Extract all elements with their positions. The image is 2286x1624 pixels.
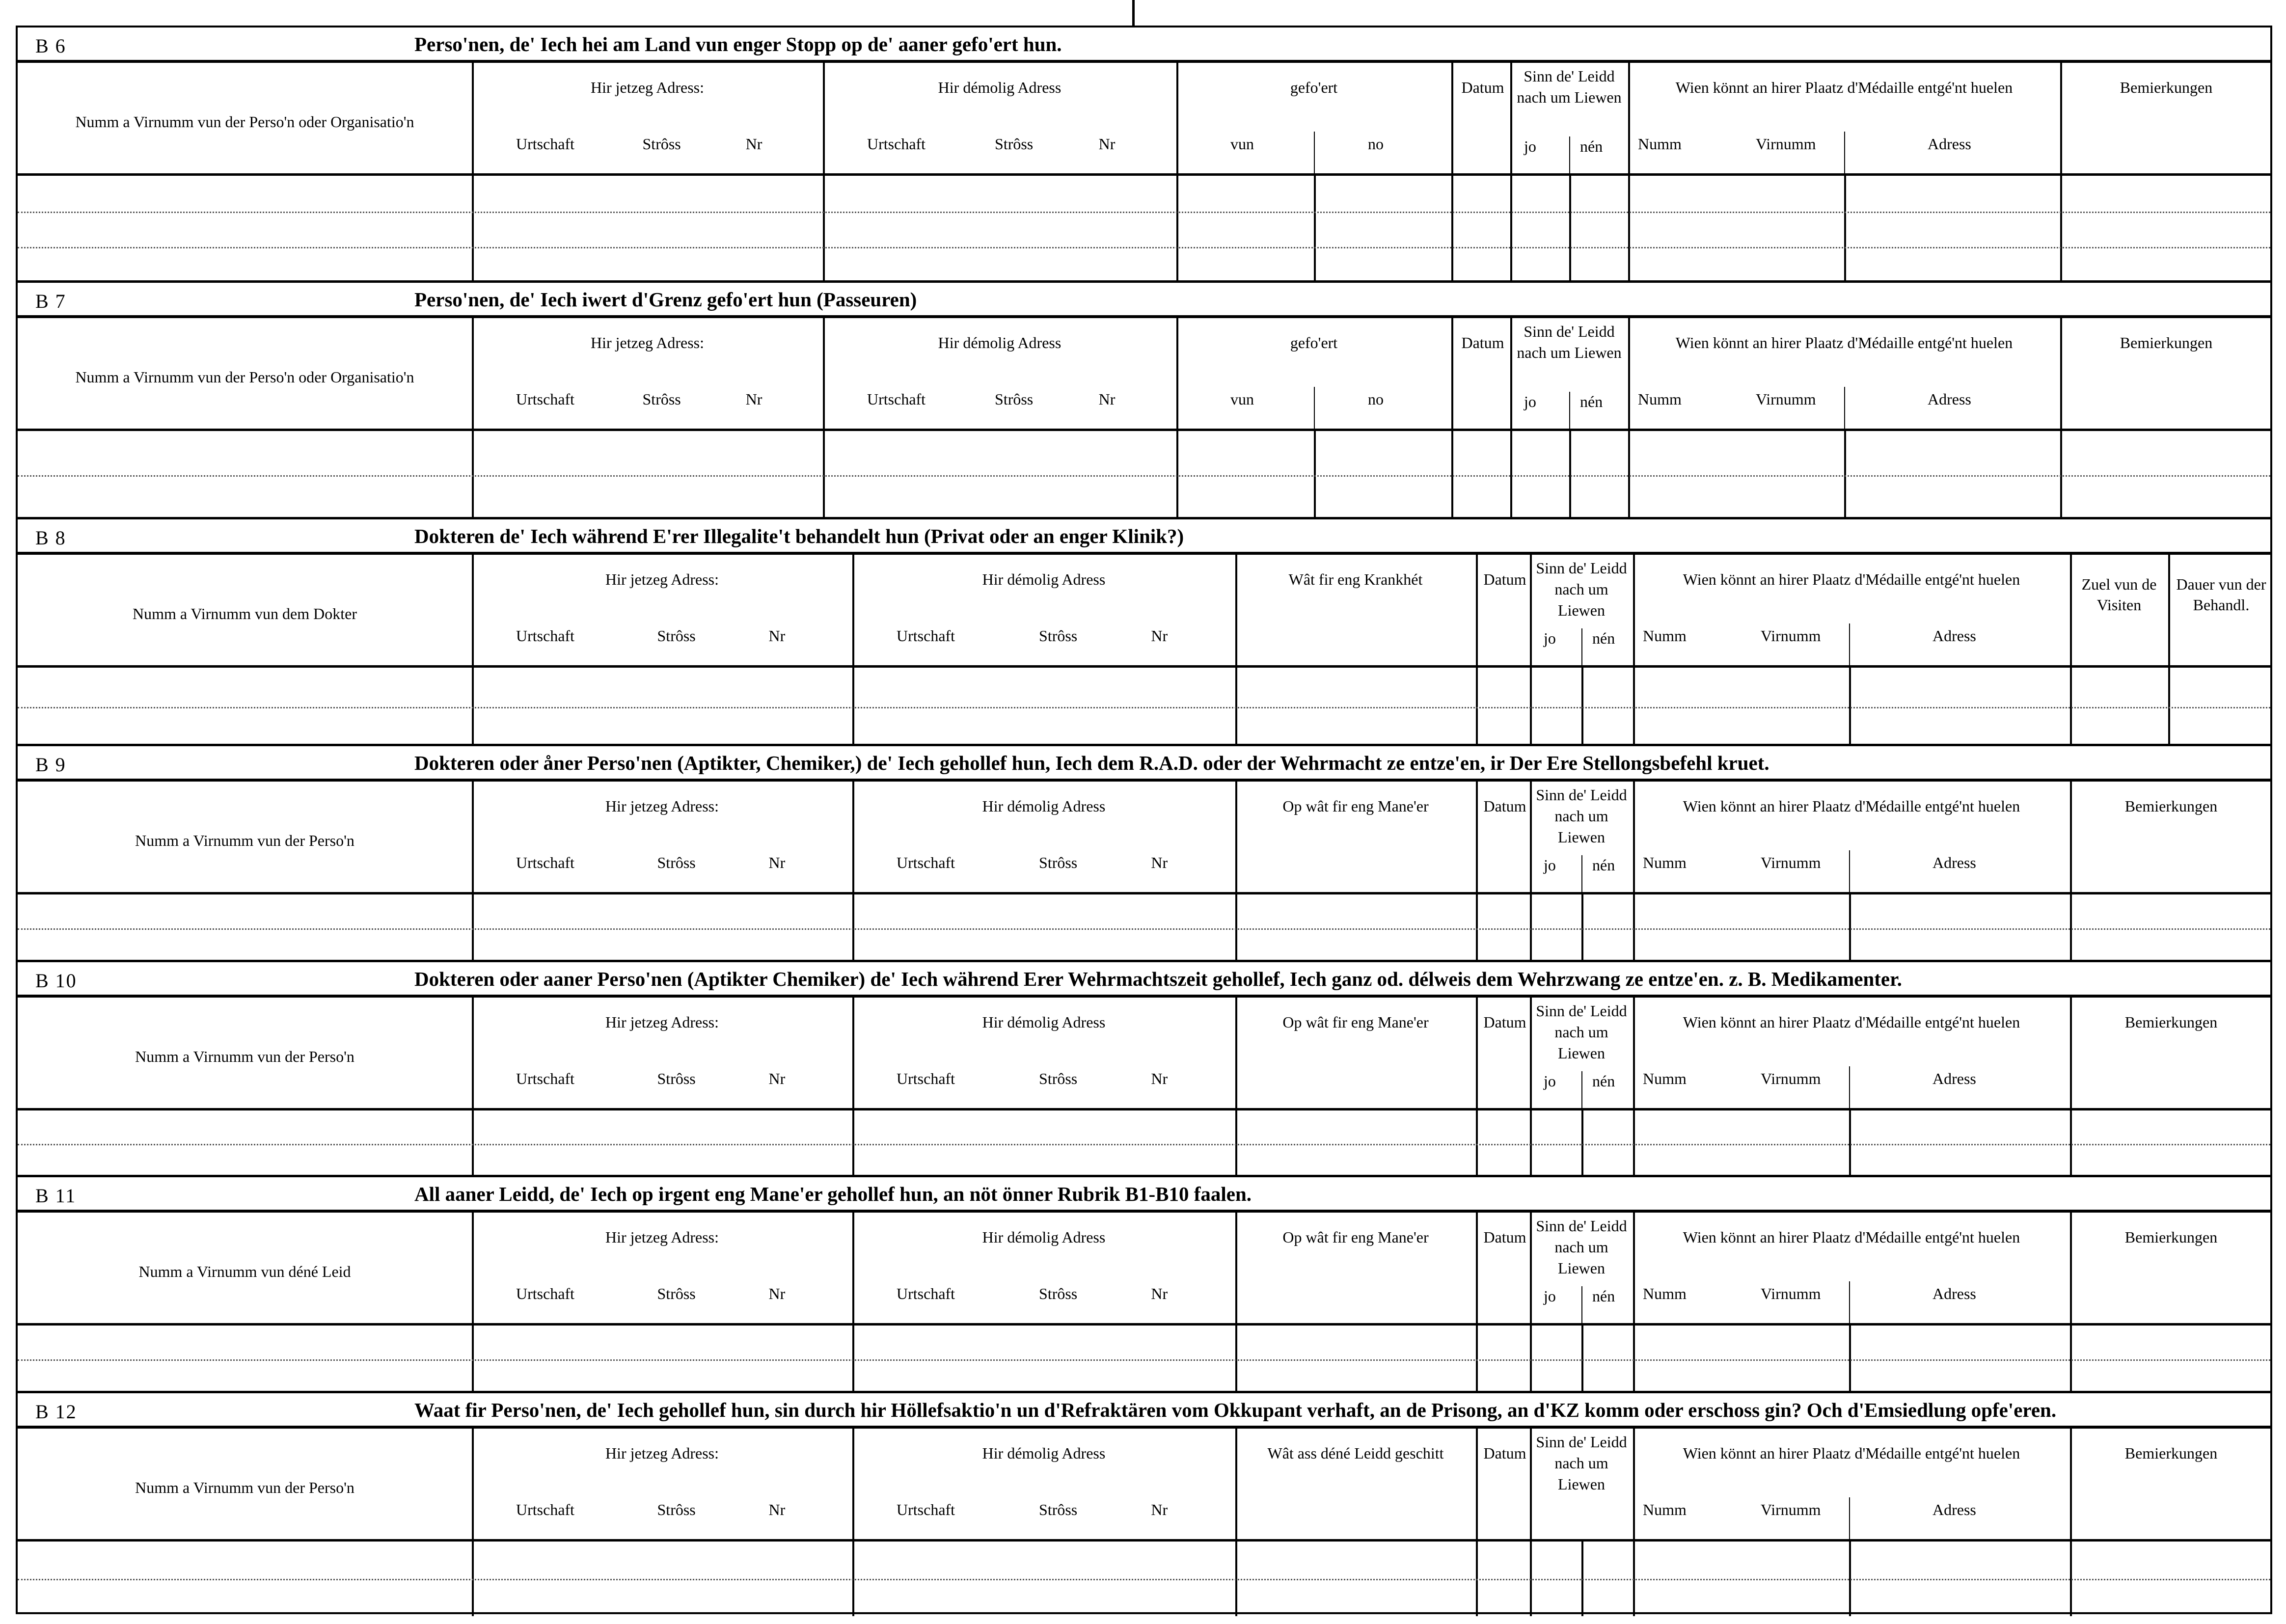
urtschaft-label: Urtschaft xyxy=(897,1501,955,1518)
col-name-label: Numm a Virnumm vun dem Dokter xyxy=(133,605,357,623)
alive-label: Sinn de' Leidd nach um Liewen xyxy=(1536,1002,1627,1062)
section-code: B 9 xyxy=(35,754,66,776)
address-then-label: Hir démolig Adress xyxy=(982,1013,1106,1031)
virnumm-label: Virnumm xyxy=(1761,1070,1821,1087)
section-rows xyxy=(18,894,2270,962)
urtschaft-label: Urtschaft xyxy=(897,1070,955,1087)
section-titlebar xyxy=(18,962,2270,998)
section-header xyxy=(18,782,2270,894)
col4-label: Wât fir eng Krankhét xyxy=(1288,570,1423,588)
stross-label: Strôss xyxy=(657,1501,696,1518)
address-then-label: Hir démolig Adress xyxy=(982,570,1106,588)
alive-label: Sinn de' Leidd nach um Liewen xyxy=(1536,559,1627,620)
row-divider xyxy=(1314,176,1316,283)
section-b9 xyxy=(18,746,2270,962)
header-divider xyxy=(1235,1213,1237,1323)
section-code: B 7 xyxy=(35,290,66,312)
header-divider xyxy=(1628,63,1630,173)
col4-label: Op wât fir eng Mane'er xyxy=(1282,1228,1429,1246)
col4-label: Op wât fir eng Mane'er xyxy=(1282,1013,1429,1031)
no-label: nén xyxy=(1580,393,1603,410)
section-b10 xyxy=(18,962,2270,1177)
virnumm-label: Virnumm xyxy=(1761,1501,1821,1518)
from-label: vun xyxy=(1230,390,1254,408)
entry-line[interactable] xyxy=(18,1579,2270,1580)
alive-label: Sinn de' Leidd nach um Liewen xyxy=(1536,1217,1627,1277)
section-code: B 11 xyxy=(35,1185,77,1207)
adress-label: Adress xyxy=(1928,390,1971,408)
section-titlebar xyxy=(18,519,2270,555)
address-then-label: Hir démolig Adress xyxy=(938,334,1061,352)
nr-label: Nr xyxy=(768,1501,786,1518)
section-title: Waat fir Perso'nen, de' Iech gehollef hun, sin durch hir Höllefsaktio'n un d'Refraktären vom Okkupant verhaft, an de Prisong, an d'KZ komm oder erschoss gin? Och d'Emsiedlung opfe'eren. xyxy=(414,1399,2057,1421)
medal-label: Wien könnt an hirer Plaatz d'Médaille entgé'nt huelen xyxy=(1683,797,2020,815)
entry-line[interactable] xyxy=(18,1359,2270,1361)
nr-label: Nr xyxy=(768,1285,786,1302)
header-divider xyxy=(1628,318,1630,429)
entry-line[interactable] xyxy=(18,928,2270,930)
adress-label: Adress xyxy=(1932,1501,1976,1518)
adress-label: Adress xyxy=(1932,627,1976,645)
virnumm-label: Virnumm xyxy=(1761,627,1821,645)
divider xyxy=(1314,132,1315,176)
section-rows xyxy=(18,1326,2270,1393)
no-label: nén xyxy=(1592,856,1615,874)
nr-label: Nr xyxy=(768,627,786,645)
stross-label: Strôss xyxy=(995,390,1034,408)
divider xyxy=(1581,1286,1582,1326)
header-divider xyxy=(1235,555,1237,665)
datum-label: Datum xyxy=(1461,334,1504,352)
divider xyxy=(1581,1071,1582,1110)
urtschaft-label: Urtschaft xyxy=(867,135,926,153)
section-code: B 6 xyxy=(35,35,66,57)
header-divider xyxy=(1633,555,1635,665)
remarks-label: Bemierkungen xyxy=(2124,797,2218,815)
address-now-label: Hir jetzeg Adress: xyxy=(605,1013,719,1031)
divider xyxy=(1844,387,1845,431)
top-mark xyxy=(1132,0,1135,26)
medal-label: Wien könnt an hirer Plaatz d'Médaille entgé'nt huelen xyxy=(1683,570,2020,588)
section-title: Dokteren de' Iech während E'rer Illegalite't behandelt hun (Privat oder an enger Klinik?) xyxy=(414,525,1184,547)
section-rows xyxy=(18,1542,2270,1616)
section-header xyxy=(18,1429,2270,1542)
datum-label: Datum xyxy=(1483,570,1526,588)
stross-label: Strôss xyxy=(657,854,696,871)
entry-line[interactable] xyxy=(18,1144,2270,1145)
urtschaft-label: Urtschaft xyxy=(516,390,575,408)
numm-label: Numm xyxy=(1638,135,1682,153)
urtschaft-label: Urtschaft xyxy=(516,1285,575,1302)
yes-label: jo xyxy=(1524,393,1536,410)
nr-label: Nr xyxy=(1151,854,1168,871)
adress-label: Adress xyxy=(1932,1070,1976,1087)
stross-label: Strôss xyxy=(657,1285,696,1302)
urtschaft-label: Urtschaft xyxy=(897,854,955,871)
section-title: Perso'nen, de' Iech hei am Land vun enger Stopp op de' aaner gefo'ert hun. xyxy=(414,33,1062,55)
header-divider xyxy=(1633,998,1635,1108)
section-title: All aaner Leidd, de' Iech op irgent eng Mane'er gehollef hun, an nöt önner Rubrik B1-B10 faalen. xyxy=(414,1183,1252,1205)
entry-line[interactable] xyxy=(18,247,2270,248)
duration-label: Dauer vun der Behandl. xyxy=(2176,575,2266,614)
no-label: nén xyxy=(1592,1287,1615,1305)
alive-label: Sinn de' Leidd nach um Liewen xyxy=(1517,67,1622,107)
to-label: no xyxy=(1368,390,1384,408)
divider xyxy=(1314,387,1315,431)
col-name-label: Numm a Virnumm vun der Perso'n xyxy=(135,832,354,849)
datum-label: Datum xyxy=(1483,1013,1526,1031)
yes-label: jo xyxy=(1544,1072,1556,1090)
header-divider xyxy=(1633,1429,1635,1539)
from-label: vun xyxy=(1230,135,1254,153)
yes-label: jo xyxy=(1524,137,1536,155)
nr-label: Nr xyxy=(745,390,762,408)
urtschaft-label: Urtschaft xyxy=(516,1070,575,1087)
col-name-label: Numm a Virnumm vun der Perso'n xyxy=(135,1479,354,1496)
divider xyxy=(1581,628,1582,668)
no-label: nén xyxy=(1592,629,1615,647)
stross-label: Strôss xyxy=(1039,1285,1078,1302)
section-header xyxy=(18,555,2270,668)
transport-label: gefo'ert xyxy=(1290,334,1338,352)
adress-label: Adress xyxy=(1932,854,1976,871)
yes-label: jo xyxy=(1544,856,1556,874)
divider xyxy=(1844,132,1845,176)
stross-label: Strôss xyxy=(1039,854,1078,871)
nr-label: Nr xyxy=(1098,390,1116,408)
section-header xyxy=(18,63,2270,176)
entry-line[interactable] xyxy=(18,707,2270,708)
divider xyxy=(1569,392,1570,431)
urtschaft-label: Urtschaft xyxy=(516,854,575,871)
remarks-label: Bemierkungen xyxy=(2124,1228,2218,1246)
col-name-label: Numm a Virnumm vun der Perso'n oder Organisatio'n xyxy=(75,113,414,131)
numm-label: Numm xyxy=(1643,627,1687,645)
urtschaft-label: Urtschaft xyxy=(897,627,955,645)
address-now-label: Hir jetzeg Adress: xyxy=(590,334,705,352)
numm-label: Numm xyxy=(1638,390,1682,408)
address-then-label: Hir démolig Adress xyxy=(982,1228,1106,1246)
divider xyxy=(1581,855,1582,894)
virnumm-label: Virnumm xyxy=(1756,135,1816,153)
section-code: B 12 xyxy=(35,1401,77,1423)
header-divider xyxy=(1235,998,1237,1108)
section-titlebar xyxy=(18,1177,2270,1213)
header-divider xyxy=(1633,782,1635,892)
section-b8 xyxy=(18,519,2270,746)
datum-label: Datum xyxy=(1483,1228,1526,1246)
numm-label: Numm xyxy=(1643,1501,1687,1518)
urtschaft-label: Urtschaft xyxy=(516,135,575,153)
header-divider xyxy=(1235,1429,1237,1539)
section-code: B 8 xyxy=(35,527,66,549)
stross-label: Strôss xyxy=(642,135,681,153)
col4-label: Op wât fir eng Mane'er xyxy=(1282,797,1429,815)
datum-label: Datum xyxy=(1483,1444,1526,1462)
medal-label: Wien könnt an hirer Plaatz d'Médaille entgé'nt huelen xyxy=(1675,79,2013,96)
no-label: nén xyxy=(1580,137,1603,155)
nr-label: Nr xyxy=(1151,1501,1168,1518)
divider xyxy=(1849,623,1850,668)
address-then-label: Hir démolig Adress xyxy=(982,1444,1106,1462)
alive-label: Sinn de' Leidd nach um Liewen xyxy=(1536,1433,1627,1493)
transport-label: gefo'ert xyxy=(1290,79,1338,96)
divider xyxy=(1849,1497,1850,1542)
row-divider xyxy=(1844,176,1846,283)
col-name-label: Numm a Virnumm vun der Perso'n oder Organisatio'n xyxy=(75,368,414,386)
address-now-label: Hir jetzeg Adress: xyxy=(605,1444,719,1462)
adress-label: Adress xyxy=(1932,1285,1976,1302)
urtschaft-label: Urtschaft xyxy=(867,390,926,408)
row-divider xyxy=(1510,176,1512,283)
nr-label: Nr xyxy=(1151,627,1168,645)
medal-label: Wien könnt an hirer Plaatz d'Médaille entgé'nt huelen xyxy=(1683,1013,2020,1031)
stross-label: Strôss xyxy=(1039,1070,1078,1087)
header-divider xyxy=(1633,1213,1635,1323)
medal-label: Wien könnt an hirer Plaatz d'Médaille entgé'nt huelen xyxy=(1683,1228,2020,1246)
nr-label: Nr xyxy=(1151,1285,1168,1302)
address-now-label: Hir jetzeg Adress: xyxy=(605,1228,719,1246)
row-divider xyxy=(1176,176,1178,283)
col-name-label: Numm a Virnumm vun der Perso'n xyxy=(135,1048,354,1065)
numm-label: Numm xyxy=(1643,1285,1687,1302)
medal-label: Wien könnt an hirer Plaatz d'Médaille entgé'nt huelen xyxy=(1683,1444,2020,1462)
remarks-label: Bemierkungen xyxy=(2124,1444,2218,1462)
nr-label: Nr xyxy=(1098,135,1116,153)
remarks-label: Bemierkungen xyxy=(2120,334,2213,352)
row-divider xyxy=(1569,176,1571,283)
stross-label: Strôss xyxy=(642,390,681,408)
divider xyxy=(1849,850,1850,894)
virnumm-label: Virnumm xyxy=(1761,854,1821,871)
urtschaft-label: Urtschaft xyxy=(516,627,575,645)
section-title: Dokteren oder aaner Perso'nen (Aptikter Chemiker) de' Iech während Erer Wehrmachtszeit gehollef, Iech ganz od. délweis dem Wehrzwang ze entze'en. z. B. Medikamenter. xyxy=(414,968,1902,990)
section-b12 xyxy=(18,1393,2270,1616)
row-divider xyxy=(1628,176,1630,283)
remarks-label: Bemierkungen xyxy=(2124,1013,2218,1031)
section-header xyxy=(18,1213,2270,1326)
section-b11 xyxy=(18,1177,2270,1393)
nr-label: Nr xyxy=(768,854,786,871)
section-b6 xyxy=(18,27,2270,283)
alive-label: Sinn de' Leidd nach um Liewen xyxy=(1536,786,1627,846)
section-rows xyxy=(18,431,2270,519)
stross-label: Strôss xyxy=(657,627,696,645)
yes-label: jo xyxy=(1544,1287,1556,1305)
section-code: B 10 xyxy=(35,970,77,992)
address-now-label: Hir jetzeg Adress: xyxy=(590,79,705,96)
yes-label: jo xyxy=(1544,629,1556,647)
section-titlebar xyxy=(18,283,2270,318)
numm-label: Numm xyxy=(1643,854,1687,871)
urtschaft-label: Urtschaft xyxy=(897,1285,955,1302)
divider xyxy=(1569,136,1570,176)
datum-label: Datum xyxy=(1461,79,1504,96)
visits-label: Zuel vun de Visiten xyxy=(2081,575,2157,614)
row-divider xyxy=(823,176,825,283)
stross-label: Strôss xyxy=(1039,627,1078,645)
section-title: Perso'nen, de' Iech iwert d'Grenz gefo'ert hun (Passeuren) xyxy=(414,288,917,311)
entry-line[interactable] xyxy=(18,212,2270,213)
form-frame xyxy=(16,26,2272,1614)
divider xyxy=(1849,1066,1850,1110)
stross-label: Strôss xyxy=(657,1070,696,1087)
address-then-label: Hir démolig Adress xyxy=(982,797,1106,815)
address-now-label: Hir jetzeg Adress: xyxy=(605,570,719,588)
section-rows xyxy=(18,176,2270,283)
stross-label: Strôss xyxy=(995,135,1034,153)
row-divider xyxy=(2060,176,2062,283)
section-header xyxy=(18,318,2270,431)
no-label: nén xyxy=(1592,1072,1615,1090)
section-title: Dokteren oder åner Perso'nen (Aptikter, Chemiker,) de' Iech gehollef hun, Iech dem R.A.D. oder der Wehrmacht ze entze'en, ir Der Ere Stellongsbefehl kruet. xyxy=(414,752,1769,774)
address-now-label: Hir jetzeg Adress: xyxy=(605,797,719,815)
nr-label: Nr xyxy=(745,135,762,153)
virnumm-label: Virnumm xyxy=(1761,1285,1821,1302)
divider xyxy=(1849,1281,1850,1326)
row-divider xyxy=(1451,176,1453,283)
section-rows xyxy=(18,1110,2270,1177)
section-b7 xyxy=(18,283,2270,519)
nr-label: Nr xyxy=(1151,1070,1168,1087)
to-label: no xyxy=(1368,135,1384,153)
row-divider xyxy=(472,176,474,283)
section-header xyxy=(18,998,2270,1110)
urtschaft-label: Urtschaft xyxy=(516,1501,575,1518)
medal-label: Wien könnt an hirer Plaatz d'Médaille entgé'nt huelen xyxy=(1675,334,2013,352)
header-divider xyxy=(1235,782,1237,892)
nr-label: Nr xyxy=(768,1070,786,1087)
numm-label: Numm xyxy=(1643,1070,1687,1087)
adress-label: Adress xyxy=(1928,135,1971,153)
col4-label: Wât ass déné Leidd geschitt xyxy=(1267,1444,1444,1462)
col-name-label: Numm a Virnumm vun déné Leid xyxy=(138,1263,351,1280)
section-titlebar xyxy=(18,1393,2270,1429)
datum-label: Datum xyxy=(1483,797,1526,815)
stross-label: Strôss xyxy=(1039,1501,1078,1518)
entry-line[interactable] xyxy=(18,475,2270,477)
remarks-label: Bemierkungen xyxy=(2120,79,2213,96)
alive-label: Sinn de' Leidd nach um Liewen xyxy=(1517,323,1622,362)
virnumm-label: Virnumm xyxy=(1756,390,1816,408)
address-then-label: Hir démolig Adress xyxy=(938,79,1061,96)
section-rows xyxy=(18,668,2270,746)
section-titlebar xyxy=(18,27,2270,63)
section-titlebar xyxy=(18,746,2270,782)
